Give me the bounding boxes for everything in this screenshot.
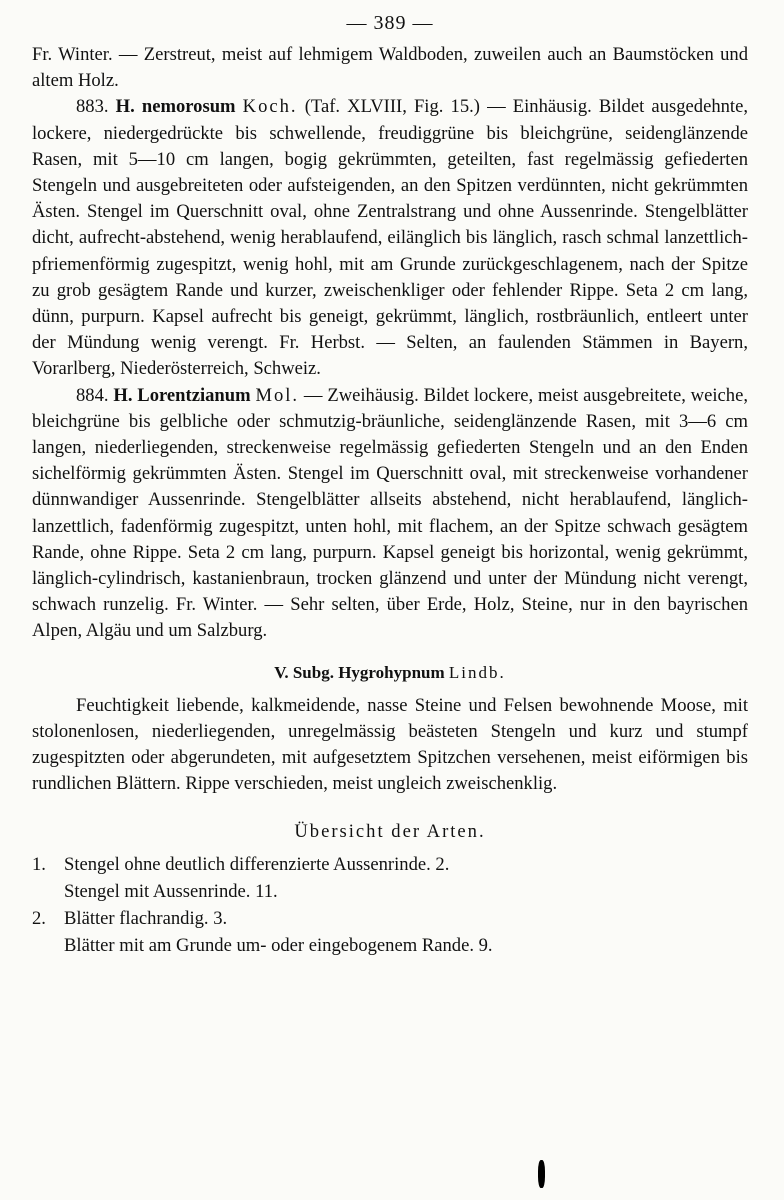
subgenus-name: Hygrohypnum [338,662,445,682]
species-number: 883. [76,96,109,118]
key-row-text: Blätter mit am Grunde um- oder eingebogenem Rande. 9. [64,935,493,957]
key-row [32,905,748,932]
key-row-number [32,878,64,905]
species-description: — Zweihäusig. Bildet lockere, meist ausgebreitete, weiche, bleichgrüne bis gelbliche oder schmutzig-bräunliche, seidenglänzende Rasen, mit 3—6 cm langen, niederliegenden, streckenweise regelmässig gefiederten Stengeln und an den Enden sichelförmig gekrümmten Ästen. Stengel im Querschnitt oval, mit streckenweise vorhandener dünnwandiger Aussenrinde. Stengelblätter allseits abstehend, nicht herablaufend, länglich-lanzettlich, fadenförmig zugespitzt, unten hohl, mit flachem, an der Spitze schwach gesägtem Rande, ohne Rippe. Seta 2 cm lang, purpurn. Kapsel geneigt bis horizontal, wenig gekrümmt, länglich-cylindrisch, kastanienbraun, trocken glänzend und unter der Mündung nicht verengt, schwach runzelig. Fr. Winter. — Sehr selten, über Erde, Holz, Steine, nur in den bayrischen Alpen, Algäu und um Salzburg. [32,384,748,642]
key-row-text: Blätter flachrandig. 3. [64,908,228,930]
species-name: H. Lorentzianum [113,384,251,406]
species-key [32,851,748,959]
subgenus-paragraph: Feuchtigkeit liebende, kalkmeidende, nasse Steine und Felsen bewohnende Moose, mit stolonenlosen, niederliegenden, unregelmässig beästeten Stengeln und kurz und stumpf zugespitzten oder abgerundeten, mit aufgesetztem Spitzchen versehenen, meist eiförmigen bis rundlichen Blättern. Rippe verschieden, meist ungleich zweischenklig. [32,694,748,795]
key-row [32,932,748,959]
species-number: 884. [76,384,109,406]
overview-heading: Übersicht der Arten. [294,821,486,843]
species-author: Koch. [242,96,298,118]
subgenus-roman: V. [274,662,289,682]
species-description: (Taf. XLVIII, Fig. 15.) — Einhäusig. Bildet ausgedehnte, lockere, niedergedrückte bis schwellende, freudiggrüne bis bleichgrüne, seidenglänzende Rasen, mit 5—10 cm langen, bogig gekrümmten, geteilten, fast regelmässig gefiederten Stengeln und ausgebreiteten oder aufsteigenden, an den Spitzen verdünnten, nicht gekrümmten Ästen. Stengel im Querschnitt oval, ohne Zentralstrang und ohne Aussenrinde. Stengelblätter dicht, aufrecht-abstehend, wenig herablaufend, eilänglich bis länglich, rasch schmal lanzettlich-pfriemenförmig zugespitzt, wenig hohl, mit am Grunde zurückgeschlagenem, nach der Spitze zu grob gesägtem Rande und kurzer, zweischenkliger oder fehlender Rippe. Seta 2 cm lang, dünn, purpurn. Kapsel aufrecht bis geneigt, gekrümmt, länglich, rostbräunlich, entleert unter der Mündung wenig verengt. Fr. Herbst. — Selten, an faulenden Stämmen in Bayern, Vorarlberg, Niederösterreich, Schweiz. [32,96,748,380]
subgenus-author: Lindb. [448,662,506,682]
key-row-text: Stengel mit Aussenrinde. 11. [64,881,278,903]
key-row-number: 2. [32,908,46,930]
subgenus-label: Subg. [292,662,334,682]
species-author: Mol. [255,384,300,406]
subgenus-heading [32,663,748,683]
key-row [32,851,748,878]
key-row-number: 1. [32,854,46,876]
species-entry-883 [32,94,748,382]
species-name: H. nemorosum [115,96,236,118]
document-page [32,0,748,959]
key-row-text: Stengel ohne deutlich differenzierte Aussenrinde. 2. [64,854,450,876]
page-number: — 389 — [346,12,434,34]
species-entry-884 [32,383,748,645]
ink-blot [538,1160,545,1188]
key-row [32,878,748,905]
intro-paragraph: Fr. Winter. — Zerstreut, meist auf lehmigem Waldboden, zuweilen auch an Baumstöcken und altem Holz. [32,44,748,92]
key-row-number [32,932,64,959]
